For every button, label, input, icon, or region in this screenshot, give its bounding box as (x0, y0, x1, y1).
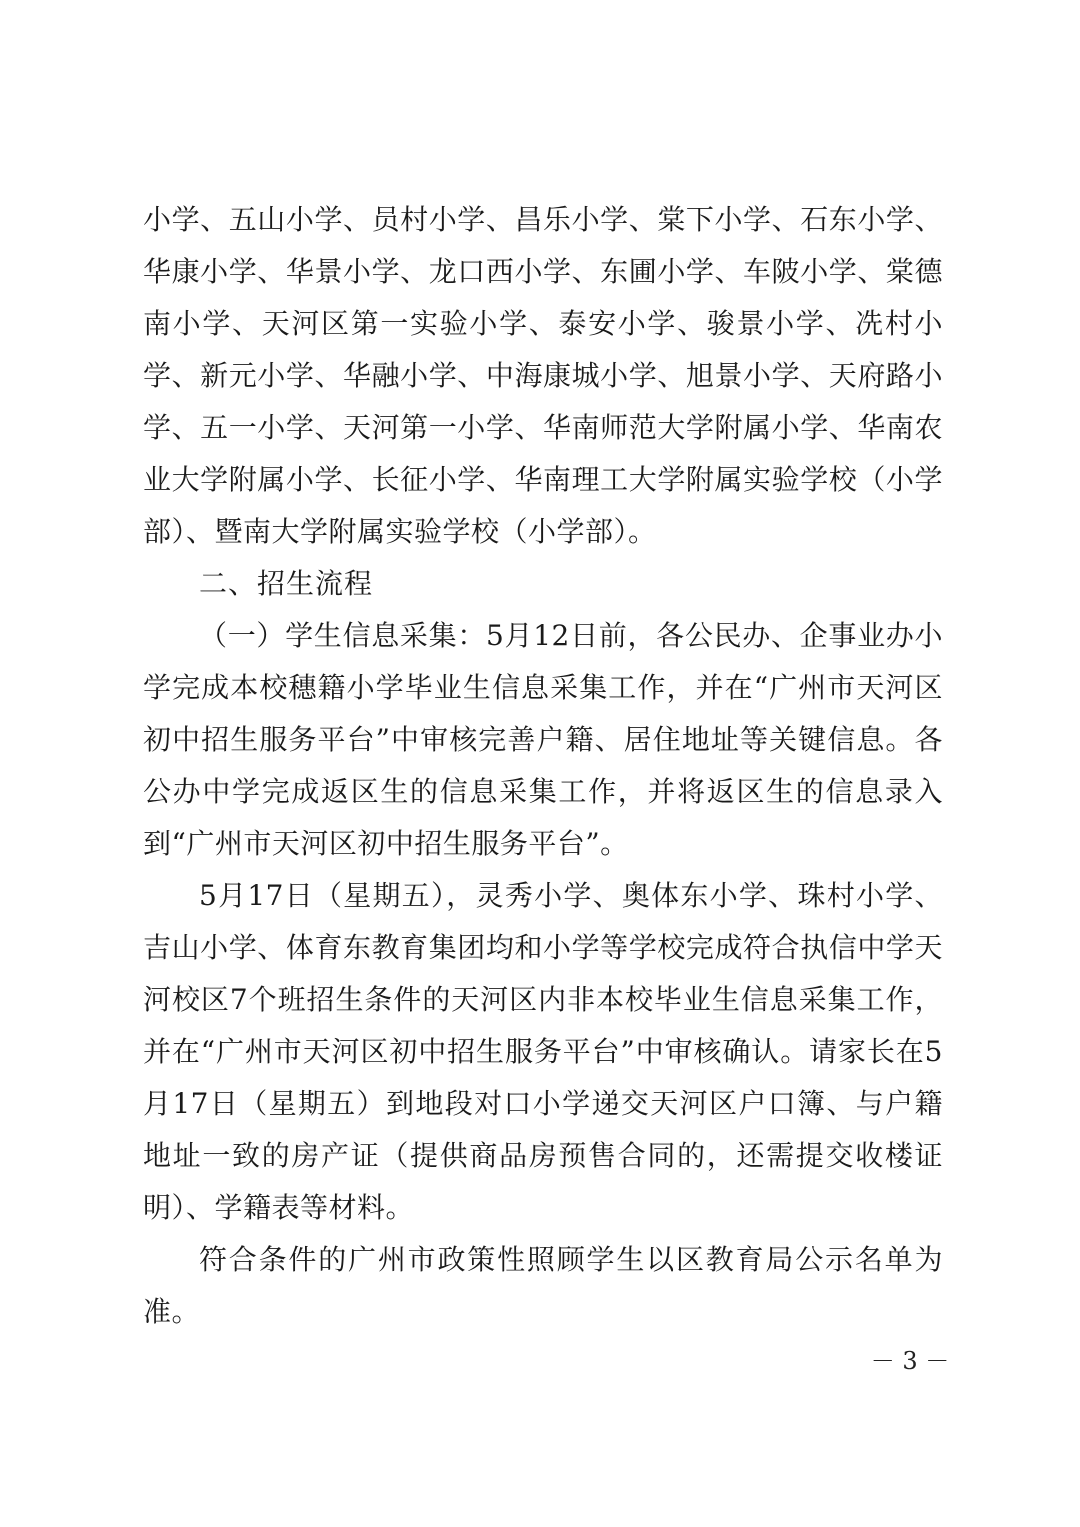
page-number: － 3 － (870, 1347, 950, 1375)
paragraph-may-17: 5月17日（星期五），灵秀小学、奥体东小学、珠村小学、吉山小学、体育东教育集团均和小学等学校完成符合执信中学天河校区7个班招生条件的天河区内非本校毕业生信息采集工作，并在“广州市天河区初中招生服务平台”中审核确认。请家长在5月17日（星期五）到地段对口小学递交天河区户口簿、与户籍地址一致的房产证（提供商品房预售合同的，还需提交收楼证明）、学籍表等材料。 (143, 879, 943, 1224)
paragraph-school-list: 小学、五山小学、员村小学、昌乐小学、棠下小学、石东小学、华康小学、华景小学、龙口西小学、东圃小学、车陂小学、棠德南小学、天河区第一实验小学、泰安小学、骏景小学、冼村小学、新元小学、华融小学、中海康城小学、旭景小学、天府路小学、五一小学、天河第一小学、华南师范大学附属小学、华南农业大学附属小学、长征小学、华南理工大学附属实验学校（小学部）、暨南大学附属实验学校（小学部）。 (143, 203, 943, 548)
section-heading: 二、招生流程 (199, 567, 374, 600)
paragraph-info-collection: （一）学生信息采集：5月12日前，各公民办、企事业办小学完成本校穗籍小学毕业生信息采集工作，并在“广州市天河区初中招生服务平台”中审核完善户籍、居住地址等关键信息。各公办中学完成返区生的信息采集工作，并将返区生的信息录入到“广州市天河区初中招生服务平台”。 (143, 619, 943, 860)
paragraph-policy-students: 符合条件的广州市政策性照顾学生以区教育局公示名单为准。 (143, 1243, 943, 1328)
document-body (143, 194, 943, 1338)
